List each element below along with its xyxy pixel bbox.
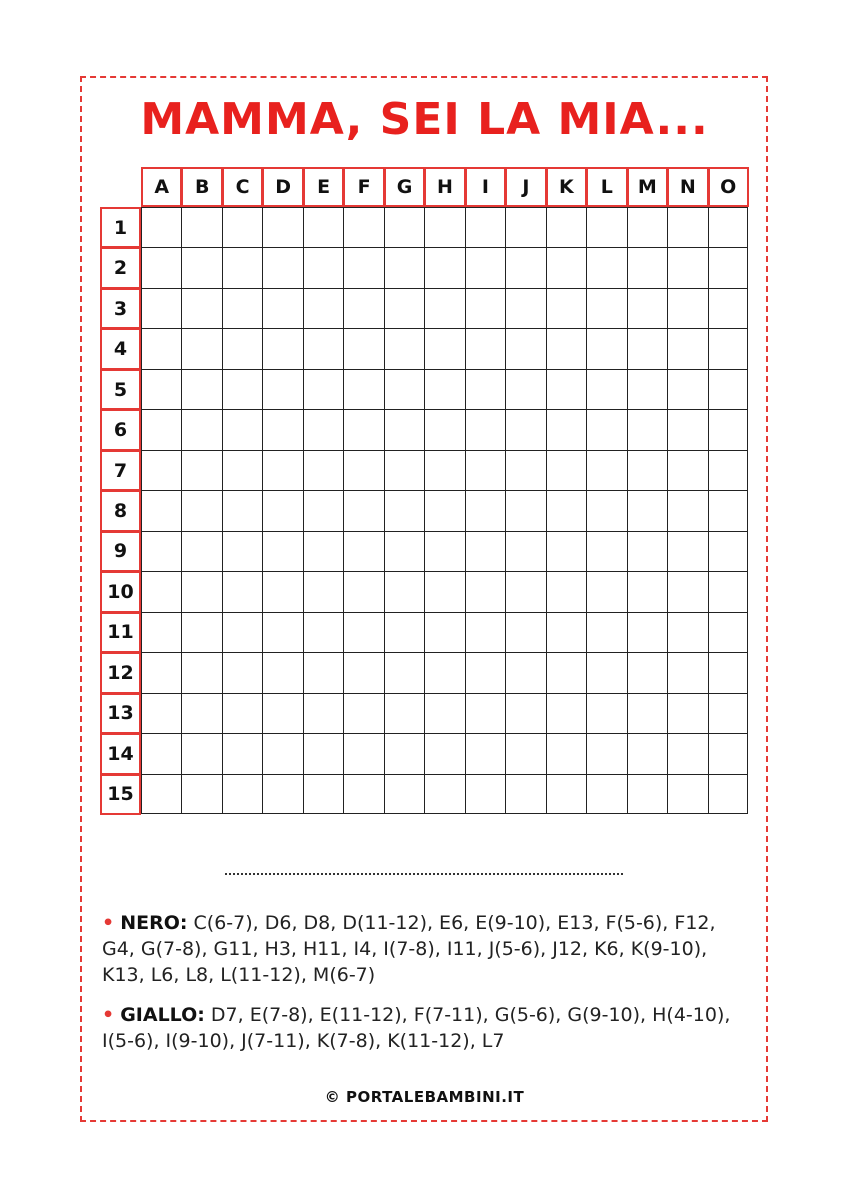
grid-cell-c15: [222, 774, 262, 814]
grid-cell-a14: [141, 733, 181, 773]
grid-cell-d2: [262, 247, 302, 287]
grid-cell-h4: [424, 328, 464, 368]
grid-cell-b5: [181, 369, 221, 409]
grid-cell-d11: [262, 612, 302, 652]
grid-cell-e15: [303, 774, 343, 814]
grid-cell-d1: [262, 207, 302, 247]
grid-cell-n10: [667, 571, 707, 611]
grid-cell-i10: [465, 571, 505, 611]
grid-cell-o3: [708, 288, 748, 328]
grid-cell-g9: [384, 531, 424, 571]
grid-cell-n6: [667, 409, 707, 449]
grid-cell-i1: [465, 207, 505, 247]
grid-cell-m10: [627, 571, 667, 611]
grid-cell-n11: [667, 612, 707, 652]
grid-cell-o10: [708, 571, 748, 611]
grid-cell-k2: [546, 247, 586, 287]
grid-cell-c11: [222, 612, 262, 652]
grid-cell-k10: [546, 571, 586, 611]
grid-cell-i11: [465, 612, 505, 652]
grid-cell-l13: [586, 693, 626, 733]
grid-cell-m5: [627, 369, 667, 409]
grid-cell-a1: [141, 207, 181, 247]
footer-copyright: © PORTALEBAMBINI.IT: [324, 1088, 525, 1106]
row-header-11: 11: [100, 612, 141, 653]
grid-cell-d9: [262, 531, 302, 571]
grid-cell-g2: [384, 247, 424, 287]
grid-cell-f8: [343, 490, 383, 530]
column-header-j: J: [505, 167, 546, 207]
grid-cell-i13: [465, 693, 505, 733]
grid-cell-f2: [343, 247, 383, 287]
grid-cell-f1: [343, 207, 383, 247]
grid-cell-a10: [141, 571, 181, 611]
grid-cell-j1: [505, 207, 545, 247]
grid-cell-l6: [586, 409, 626, 449]
grid-cell-b13: [181, 693, 221, 733]
grid-cell-k7: [546, 450, 586, 490]
column-header-d: D: [262, 167, 303, 207]
coloring-grid: [141, 207, 748, 814]
grid-cell-c2: [222, 247, 262, 287]
grid-cell-l8: [586, 490, 626, 530]
row-header-14: 14: [100, 733, 141, 774]
grid-cell-g10: [384, 571, 424, 611]
grid-cell-o2: [708, 247, 748, 287]
grid-cell-a5: [141, 369, 181, 409]
grid-cell-e8: [303, 490, 343, 530]
grid-cell-j4: [505, 328, 545, 368]
grid-cell-f7: [343, 450, 383, 490]
grid-cell-c4: [222, 328, 262, 368]
column-header-e: E: [303, 167, 344, 207]
grid-cell-c13: [222, 693, 262, 733]
grid-cell-o12: [708, 652, 748, 692]
bullet-icon: •: [102, 1004, 115, 1026]
grid-cell-h9: [424, 531, 464, 571]
row-header-13: 13: [100, 693, 141, 734]
grid-cell-g13: [384, 693, 424, 733]
grid-cell-l12: [586, 652, 626, 692]
grid-cell-g11: [384, 612, 424, 652]
grid-cell-j12: [505, 652, 545, 692]
grid-cell-d8: [262, 490, 302, 530]
grid-cell-e9: [303, 531, 343, 571]
grid-cell-n4: [667, 328, 707, 368]
grid-cell-n7: [667, 450, 707, 490]
column-header-n: N: [667, 167, 708, 207]
grid-cell-d12: [262, 652, 302, 692]
grid-cell-i4: [465, 328, 505, 368]
grid-cell-c6: [222, 409, 262, 449]
grid-cell-o4: [708, 328, 748, 368]
grid-cell-f10: [343, 571, 383, 611]
grid-cell-o7: [708, 450, 748, 490]
grid-cell-m1: [627, 207, 667, 247]
grid-cell-b15: [181, 774, 221, 814]
grid-cell-f6: [343, 409, 383, 449]
grid-cell-g7: [384, 450, 424, 490]
clue-text: D7, E(7-8), E(11-12), F(7-11), G(5-6), G(9-10), H(4-10), I(5-6), I(9-10), J(7-11), K(7-8), K(11-12), L7: [102, 1004, 731, 1052]
grid-cell-o11: [708, 612, 748, 652]
grid-cell-a6: [141, 409, 181, 449]
column-header-c: C: [222, 167, 263, 207]
grid-cell-i3: [465, 288, 505, 328]
grid-cell-h1: [424, 207, 464, 247]
grid-cell-k3: [546, 288, 586, 328]
grid-cell-f3: [343, 288, 383, 328]
grid-cell-h15: [424, 774, 464, 814]
row-header-12: 12: [100, 652, 141, 693]
grid-cell-m11: [627, 612, 667, 652]
grid-cell-d15: [262, 774, 302, 814]
grid-cell-i12: [465, 652, 505, 692]
grid-cell-o5: [708, 369, 748, 409]
page-title: MAMMA, SEI LA MIA...: [140, 94, 709, 145]
grid-cell-a3: [141, 288, 181, 328]
grid-cell-l3: [586, 288, 626, 328]
grid-cell-l15: [586, 774, 626, 814]
grid-cell-b4: [181, 328, 221, 368]
grid-cell-i14: [465, 733, 505, 773]
grid-cell-f14: [343, 733, 383, 773]
grid-cell-m2: [627, 247, 667, 287]
grid-cell-k14: [546, 733, 586, 773]
grid-cell-b12: [181, 652, 221, 692]
grid-cell-i6: [465, 409, 505, 449]
grid-cell-k9: [546, 531, 586, 571]
grid-cell-m6: [627, 409, 667, 449]
grid-cell-l10: [586, 571, 626, 611]
grid-cell-l9: [586, 531, 626, 571]
row-header-15: 15: [100, 774, 141, 815]
grid-cell-n1: [667, 207, 707, 247]
column-header-i: I: [465, 167, 506, 207]
grid-cell-i15: [465, 774, 505, 814]
grid-cell-h10: [424, 571, 464, 611]
grid-cell-g8: [384, 490, 424, 530]
grid-cell-k11: [546, 612, 586, 652]
grid-cell-l14: [586, 733, 626, 773]
grid-cell-f11: [343, 612, 383, 652]
grid-cell-a7: [141, 450, 181, 490]
grid-cell-o6: [708, 409, 748, 449]
grid-cell-b11: [181, 612, 221, 652]
grid-cell-e4: [303, 328, 343, 368]
grid-cell-g12: [384, 652, 424, 692]
grid-cell-m9: [627, 531, 667, 571]
grid-cell-c8: [222, 490, 262, 530]
grid-cell-g14: [384, 733, 424, 773]
grid-cell-m14: [627, 733, 667, 773]
grid-cell-f4: [343, 328, 383, 368]
grid-cell-b3: [181, 288, 221, 328]
grid-cell-k6: [546, 409, 586, 449]
row-header-5: 5: [100, 369, 141, 410]
grid-cell-k12: [546, 652, 586, 692]
grid-cell-e10: [303, 571, 343, 611]
grid-cell-n9: [667, 531, 707, 571]
column-header-m: M: [627, 167, 668, 207]
row-header-2: 2: [100, 247, 141, 288]
grid-cell-h5: [424, 369, 464, 409]
grid-cell-n13: [667, 693, 707, 733]
grid-cell-h13: [424, 693, 464, 733]
grid-cell-e12: [303, 652, 343, 692]
grid-cell-e2: [303, 247, 343, 287]
grid-cell-h3: [424, 288, 464, 328]
grid-cell-c1: [222, 207, 262, 247]
grid-cell-n5: [667, 369, 707, 409]
grid-cell-a2: [141, 247, 181, 287]
column-header-b: B: [181, 167, 222, 207]
grid-cell-k13: [546, 693, 586, 733]
grid-cell-f15: [343, 774, 383, 814]
grid-cell-j2: [505, 247, 545, 287]
row-header-3: 3: [100, 288, 141, 329]
grid-cell-n15: [667, 774, 707, 814]
grid-cell-b9: [181, 531, 221, 571]
grid-cell-g6: [384, 409, 424, 449]
grid-cell-o15: [708, 774, 748, 814]
grid-cell-b2: [181, 247, 221, 287]
grid-cell-a12: [141, 652, 181, 692]
grid-cell-f9: [343, 531, 383, 571]
row-header-1: 1: [100, 207, 141, 248]
grid-cell-j5: [505, 369, 545, 409]
grid-cell-j8: [505, 490, 545, 530]
grid-cell-b6: [181, 409, 221, 449]
clue-label: NERO:: [120, 912, 188, 934]
grid-cell-a15: [141, 774, 181, 814]
grid-cell-j11: [505, 612, 545, 652]
grid-cell-c14: [222, 733, 262, 773]
grid-cell-d3: [262, 288, 302, 328]
grid-cell-g4: [384, 328, 424, 368]
grid-cell-j6: [505, 409, 545, 449]
grid-cell-e5: [303, 369, 343, 409]
grid-cell-o1: [708, 207, 748, 247]
column-header-f: F: [343, 167, 384, 207]
clue-giallo: [102, 1002, 742, 1054]
grid-cell-h7: [424, 450, 464, 490]
row-header-4: 4: [100, 328, 141, 369]
grid-cell-k15: [546, 774, 586, 814]
grid-cell-j14: [505, 733, 545, 773]
row-header-10: 10: [100, 571, 141, 612]
answer-line: [225, 873, 623, 875]
grid-cell-b10: [181, 571, 221, 611]
grid-cell-e1: [303, 207, 343, 247]
grid-cell-d6: [262, 409, 302, 449]
clue-label: GIALLO:: [120, 1004, 205, 1026]
grid-cell-j15: [505, 774, 545, 814]
grid-cell-m3: [627, 288, 667, 328]
row-header-6: 6: [100, 409, 141, 450]
grid-cell-k4: [546, 328, 586, 368]
grid-cell-i8: [465, 490, 505, 530]
grid-cell-e6: [303, 409, 343, 449]
grid-cell-j7: [505, 450, 545, 490]
grid-cell-k1: [546, 207, 586, 247]
grid-cell-m7: [627, 450, 667, 490]
grid-cell-m4: [627, 328, 667, 368]
grid-cell-l2: [586, 247, 626, 287]
grid-cell-c10: [222, 571, 262, 611]
grid-cell-o14: [708, 733, 748, 773]
grid-cell-h2: [424, 247, 464, 287]
grid-cell-n3: [667, 288, 707, 328]
grid-cell-l11: [586, 612, 626, 652]
clue-nero: [102, 910, 742, 988]
grid-cell-h14: [424, 733, 464, 773]
grid-cell-a4: [141, 328, 181, 368]
grid-cell-j10: [505, 571, 545, 611]
grid-cell-i5: [465, 369, 505, 409]
grid-cell-a13: [141, 693, 181, 733]
grid-cell-e7: [303, 450, 343, 490]
grid-cell-m8: [627, 490, 667, 530]
bullet-icon: •: [102, 912, 115, 934]
grid-cell-k5: [546, 369, 586, 409]
grid-cell-n12: [667, 652, 707, 692]
grid-cell-e11: [303, 612, 343, 652]
grid-cell-n14: [667, 733, 707, 773]
grid-cell-n2: [667, 247, 707, 287]
column-header-k: K: [546, 167, 587, 207]
grid-cell-m13: [627, 693, 667, 733]
grid-cell-i9: [465, 531, 505, 571]
grid-cell-d10: [262, 571, 302, 611]
grid-cell-o8: [708, 490, 748, 530]
column-header-l: L: [586, 167, 627, 207]
grid-cell-g3: [384, 288, 424, 328]
grid-cell-e13: [303, 693, 343, 733]
grid-cell-g15: [384, 774, 424, 814]
grid-cell-h6: [424, 409, 464, 449]
grid-cell-h8: [424, 490, 464, 530]
column-header-h: H: [424, 167, 465, 207]
grid-cell-o9: [708, 531, 748, 571]
grid-cell-a9: [141, 531, 181, 571]
grid-cell-c3: [222, 288, 262, 328]
grid-cell-f12: [343, 652, 383, 692]
grid-cell-c12: [222, 652, 262, 692]
column-header-a: A: [141, 167, 182, 207]
grid-cell-l5: [586, 369, 626, 409]
clue-text: C(6-7), D6, D8, D(11-12), E6, E(9-10), E13, F(5-6), F12, G4, G(7-8), G11, H3, H11, I4, I(7-8), I11, J(5-6), J12, K6, K(9-10), K13, L6, L8, L(11-12), M(6-7): [102, 912, 716, 986]
grid-cell-b1: [181, 207, 221, 247]
grid-cell-h11: [424, 612, 464, 652]
grid-cell-j3: [505, 288, 545, 328]
grid-cell-d4: [262, 328, 302, 368]
grid-cell-o13: [708, 693, 748, 733]
grid-cell-a11: [141, 612, 181, 652]
grid-cell-l4: [586, 328, 626, 368]
row-header-7: 7: [100, 450, 141, 491]
grid-cell-f13: [343, 693, 383, 733]
grid-cell-m12: [627, 652, 667, 692]
grid-cell-l7: [586, 450, 626, 490]
grid-cell-b8: [181, 490, 221, 530]
grid-cell-c5: [222, 369, 262, 409]
grid-cell-m15: [627, 774, 667, 814]
grid-cell-g1: [384, 207, 424, 247]
grid-cell-l1: [586, 207, 626, 247]
grid-cell-d14: [262, 733, 302, 773]
grid-cell-g5: [384, 369, 424, 409]
row-header-9: 9: [100, 531, 141, 572]
grid-cell-b14: [181, 733, 221, 773]
grid-cell-j9: [505, 531, 545, 571]
grid-cell-c7: [222, 450, 262, 490]
grid-cell-i2: [465, 247, 505, 287]
grid-cell-a8: [141, 490, 181, 530]
row-header-8: 8: [100, 490, 141, 531]
grid-cell-k8: [546, 490, 586, 530]
grid-cell-j13: [505, 693, 545, 733]
grid-cell-d7: [262, 450, 302, 490]
grid-cell-e3: [303, 288, 343, 328]
grid-cell-b7: [181, 450, 221, 490]
column-header-g: G: [384, 167, 425, 207]
grid-cell-c9: [222, 531, 262, 571]
column-header-o: O: [708, 167, 749, 207]
grid-cell-d13: [262, 693, 302, 733]
grid-cell-i7: [465, 450, 505, 490]
grid-cell-e14: [303, 733, 343, 773]
grid-cell-h12: [424, 652, 464, 692]
grid-cell-f5: [343, 369, 383, 409]
grid-cell-d5: [262, 369, 302, 409]
grid-cell-n8: [667, 490, 707, 530]
